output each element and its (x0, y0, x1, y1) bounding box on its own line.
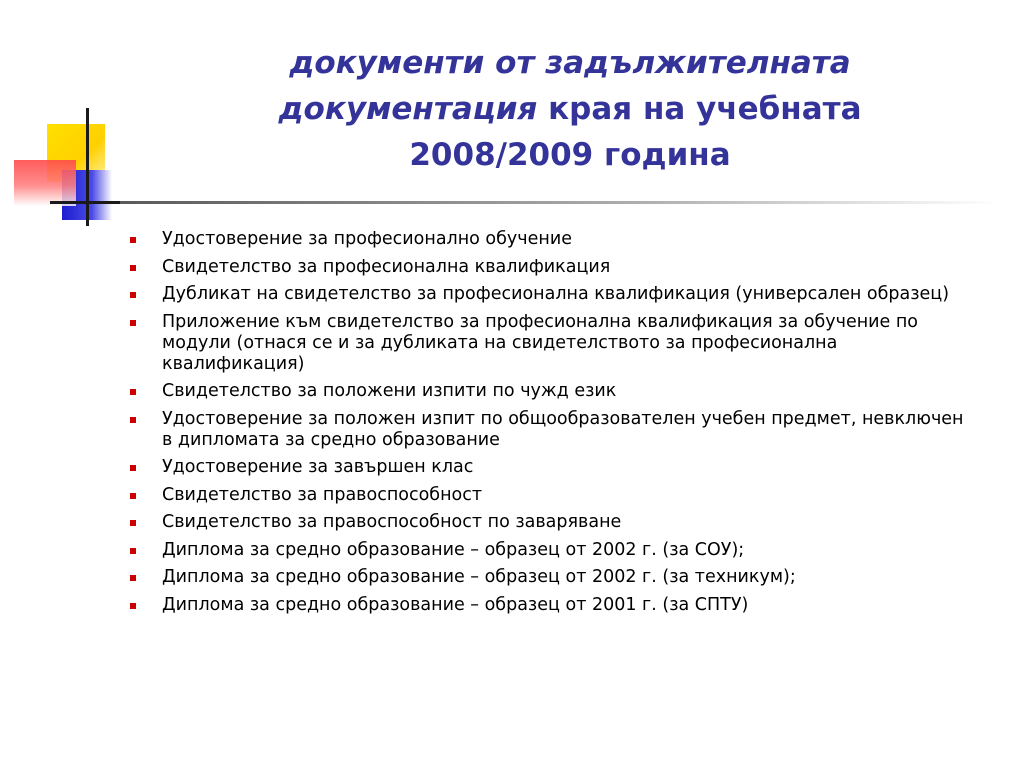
list-item-text: Дубликат на свидетелство за професионална квалификация (универсален образец) (162, 284, 950, 304)
list-item (130, 457, 970, 478)
bullet-icon (130, 603, 136, 609)
bullet-icon (130, 493, 136, 499)
document-list (130, 229, 970, 622)
list-item-text: Удостоверение за положен изпит по общообразователен учебен предмет, невключен в дипломата за средно образование (162, 408, 964, 450)
list-item-text: Свидетелство за правоспособност по заваряване (162, 512, 622, 532)
decorative-logo (0, 0, 140, 240)
list-item (130, 485, 970, 506)
list-item (130, 229, 970, 250)
title-italic-part2: документация (278, 91, 538, 127)
title-line-3: 2008/2009 година (409, 137, 731, 173)
list-item (130, 540, 970, 561)
list-item-text: Диплома за средно образование – образец от 2001 г. (за СПТУ) (162, 594, 749, 615)
bullet-icon (130, 548, 136, 554)
title-underline (120, 201, 1000, 204)
bullet-icon (130, 320, 136, 326)
list-item-text: Диплома за средно образование – образец от 2002 г. (за СОУ); (162, 539, 745, 560)
list-item-text: Свидетелство за професионална квалификация (162, 256, 611, 277)
list-item-text: Удостоверение за завършен клас (162, 457, 474, 477)
red-square-decoration (14, 160, 76, 206)
list-item (130, 595, 970, 616)
list-item-text: Приложение към свидетелство за професионална квалификация за обучение по модули (отнася се и за дубликата на свидетелството за професионална квалификация) (162, 311, 919, 374)
title-line-1 (200, 40, 940, 86)
title-plain-part2: края на учебната (537, 91, 862, 127)
list-item (130, 512, 970, 533)
title-line-2 (200, 86, 940, 132)
bullet-icon (130, 520, 136, 526)
list-item-text: Свидетелство за положени изпити по чужд език (162, 381, 617, 401)
bullet-icon (130, 237, 136, 243)
vertical-line-decoration (86, 108, 89, 226)
bullet-icon (130, 265, 136, 271)
list-item (130, 257, 970, 278)
list-item (130, 312, 970, 375)
list-item-text: Удостоверение за професионално обучение (162, 229, 572, 249)
list-item-text: Свидетелство за правоспособност (162, 484, 483, 505)
bullet-icon (130, 575, 136, 581)
title-italic-part1: документи от задължителната (289, 45, 851, 81)
list-item (130, 567, 970, 588)
bullet-icon (130, 417, 136, 423)
list-item (130, 381, 970, 402)
list-item (130, 409, 970, 451)
list-item-text: Диплома за средно образование – образец от 2002 г. (за техникум); (162, 567, 796, 587)
bullet-icon (130, 389, 136, 395)
bullet-icon (130, 465, 136, 471)
slide-title (200, 40, 940, 178)
list-item (130, 284, 970, 305)
bullet-icon (130, 292, 136, 298)
